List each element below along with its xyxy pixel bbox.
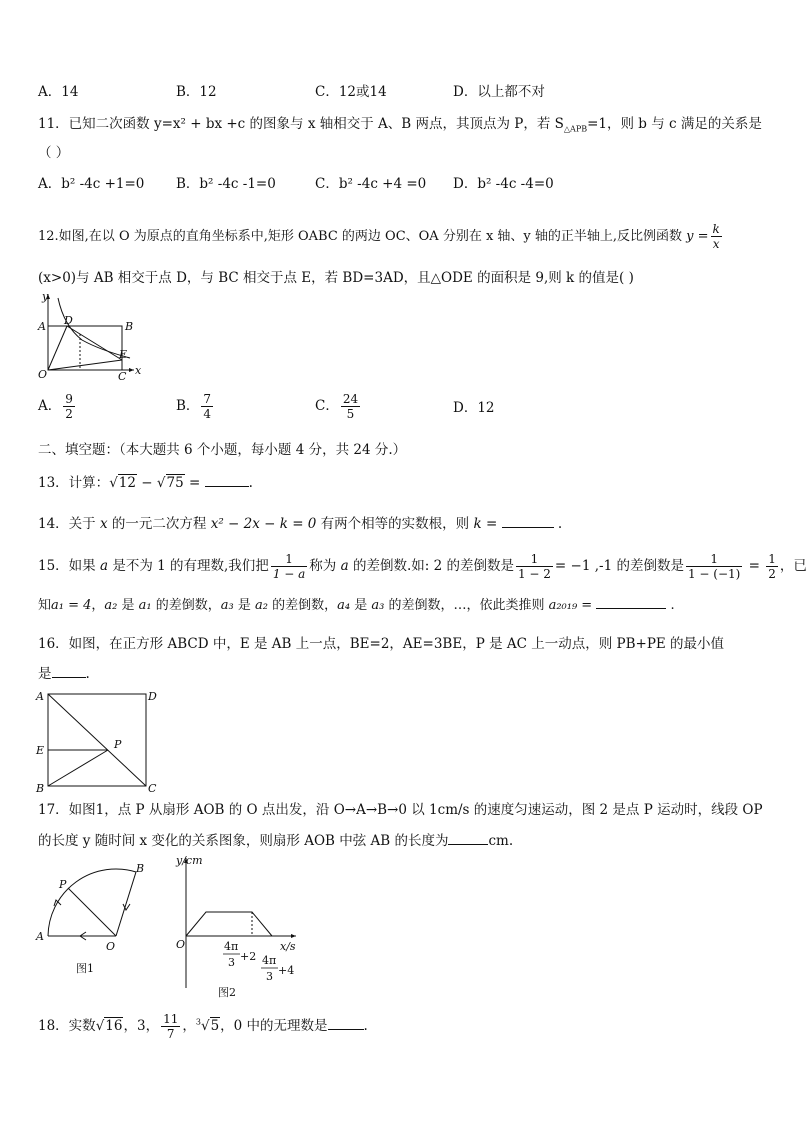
q17-fig2-tick1-num: 4π [224,940,239,953]
q16-stem-2: 是 . [38,666,90,682]
q16-figure [34,688,164,796]
q11-stem: 11．已知二次函数 y=x² + bx +c 的图象与 x 轴相交于 A、B 两点，其顶点为 P，若 $S_{\triangle APB}=1$，则 b 与 c 满足的关系是 [38,116,762,134]
q17-fig2-label-o: O [176,938,186,951]
q16-stem: 16．如图，在正方形 ABCD 中，E 是 AB 上一点，BE=2，AE=3BE，P 是 AC 上一动点，则 PB+PE 的最小值 [38,636,725,652]
q12-option-d: D．12 [453,400,495,416]
q11-option-d: D．b² -4c -4=0 [453,176,554,192]
q16-fig-label-d: D [148,690,157,703]
q12-fig-label-o: O [38,368,48,381]
q12-fig-label-d: D [64,314,73,327]
q10-option-c: C．12或14 [315,84,387,100]
q12-stem-2: (x>0)与 AB 相交于点 D，与 BC 相交于点 E，若 BD=3AD，且△ODE 的面积是 9,则 k 的值是( ) [38,270,634,286]
q11-paren: （ ） [38,145,70,161]
q12-option-b: B． $\frac{7}{4}$ [176,392,212,421]
q17-fig1-caption: 图1 [76,962,94,975]
q17-stem-2: 的长度 y 随时间 x 变化的关系图象，则扇形 AOB 中弦 AB 的长度为 cm. [38,833,514,849]
q17-fig2-label-y: y/cm [176,854,203,867]
q17-fig2-tick1-add: +2 [240,950,257,963]
q12-fig-label-y: y [42,290,49,303]
q10-option-a: A．14 [38,84,79,100]
q17-stem: 17．如图1，点 P 从扇形 AOB 的 O 点出发，沿 O→A→B→0 以 1cm/s 的速度匀速运动，图 2 是点 P 运动时，线段 OP [38,802,763,818]
q11-option-a: A．b² -4c +1=0 [38,176,145,192]
q17-figure-2 [160,852,310,1002]
q16-fig-label-p: P [114,738,122,751]
q17-fig2-tick1-den: 3 [228,956,235,969]
q15-stem-2: 知a₁ = 4，a₂ 是 a₁ 的差倒数，a₃ 是 a₂ 的差倒数，a₄ 是 a₃ 的差倒数，…，依此类推则 a₂₀₁₉ = . [38,598,675,613]
section-2-heading: 二、填空题：（本大题共 6 个小题，每小题 4 分，共 24 分.） [38,442,407,458]
q11-option-c: C．b² -4c +4 =0 [315,176,427,192]
q17-fig1-label-b: B [136,862,145,875]
q17-fig1-label-a: A [36,930,44,943]
q12-fig-label-b: B [125,320,134,333]
q10-option-b: B．12 [176,84,217,100]
q12-fig-label-c: C [118,370,127,383]
q16-fig-label-e: E [36,744,45,757]
q16-fig-label-a: A [36,690,44,703]
q12-fig-label-e: E [119,348,128,361]
q12-stem: 12.如图,在以 O 为原点的直角坐标系中,矩形 OABC 的两边 OC、OA 分别在 x 轴、y 轴的正半轴上,反比例函数 y = $\frac{k}{x}$ [38,222,720,251]
q11-option-b: B．b² -4c -1=0 [176,176,276,192]
q18-stem: 18．实数√16，3， $\frac{11}{7}$ ，$^3$√5，0 中的无理数是 . [38,1012,368,1041]
q12-option-a: A． $\frac{9}{2}$ [38,392,73,421]
q17-fig2-caption: 图2 [218,986,236,999]
q16-fig-label-b: B [36,782,45,795]
q13-stem: 13．计算：√12 − √75 = . [38,475,253,491]
q10-option-d: D．以上都不对 [453,84,545,100]
q17-fig2-label-x: x/s [280,940,296,953]
q17-fig1-label-p: P [59,878,67,891]
q17-fig2-tick2-num: 4π [262,954,277,967]
q17-fig1-label-o: O [106,940,116,953]
q12-fig-label-a: A [38,320,46,333]
q17-fig2-tick2-den: 3 [266,970,273,983]
q16-fig-label-c: C [148,782,157,795]
q12-fig-label-x: x [135,364,142,377]
q17-fig2-tick2-add: +4 [278,964,295,977]
q12-figure [34,290,144,383]
q17-figure-1 [34,862,154,982]
q14-stem: 14．关于 x 的一元二次方程 x² − 2x − k = 0 有两个相等的实数根，则 k = . [38,516,563,532]
q12-option-c: C． $\frac{24}{5}$ [315,392,359,421]
q15-stem: 15．如果 a 是不为 1 的有理数,我们把 $\frac{1}{1 - a}$ 称为 a 的差倒数.如: 2 的差倒数是 $\frac{1}{1 - 2}$ = −1 ,-1 的差倒数是 $\frac{1}{1 - (-1)}$ = $\frac{1}{2}$ ，已 [38,552,807,581]
